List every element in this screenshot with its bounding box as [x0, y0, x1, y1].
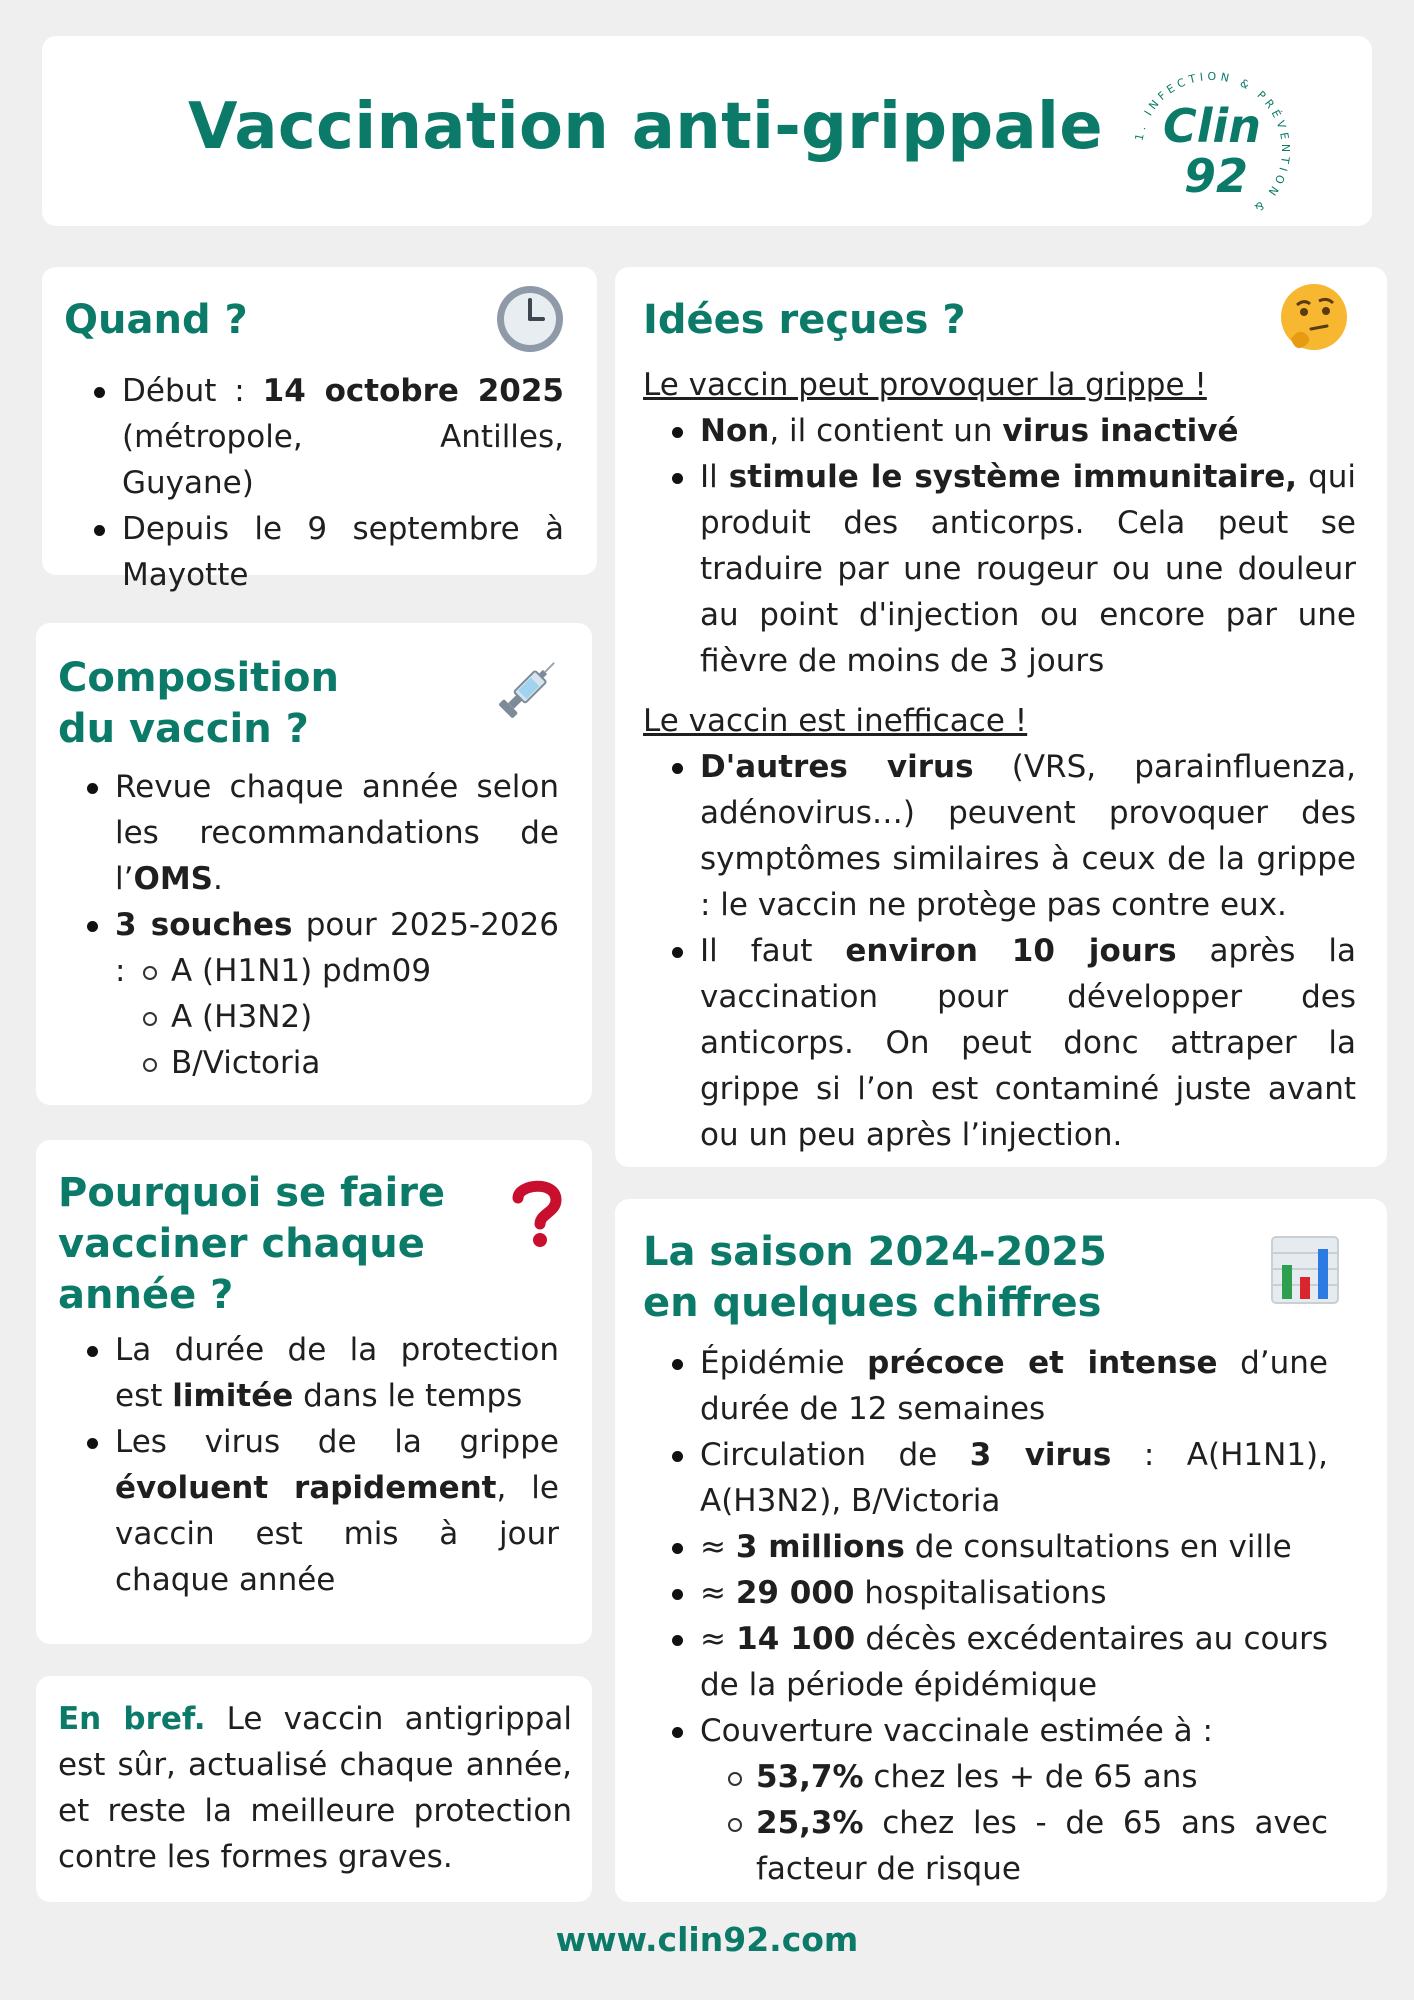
list-item: La durée de la protection est limitée dans le temps: [115, 1327, 559, 1419]
website-link[interactable]: www.clin92.com: [555, 1920, 859, 1959]
myth-2-list: [700, 744, 1356, 1158]
question-mark-icon: [510, 1178, 564, 1252]
list-item: Il stimule le système immunitaire, qui produit des anticorps. Cela peut se traduire par une rougeur ou une douleur au point d'injection ou encore par une fièvre de moins de 3 jours: [700, 454, 1356, 684]
card-saison: [615, 1199, 1387, 1902]
strains-list: [171, 948, 551, 1086]
logo-ring-text: 1. INFECTION & PRÉVENTION &: [1132, 69, 1292, 217]
card-idees-recues: [615, 267, 1387, 1167]
card-quand: [42, 267, 597, 593]
header-banner: [42, 36, 1372, 226]
list-item: 3 souches pour 2025-2026 :: [115, 902, 559, 994]
bar-chart-icon: [1270, 1235, 1340, 1309]
strain-item: A (H1N1) pdm09: [171, 948, 551, 994]
coverage-item: 25,3% chez les - de 65 ans avec facteur de risque: [756, 1800, 1328, 1892]
list-item: Revue chaque année selon les recommandations de l’OMS.: [115, 764, 559, 902]
pourquoi-title: Pourquoi se faire vacciner chaque année ?: [58, 1170, 446, 1318]
list-item: Non, il contient un virus inactivé: [700, 408, 1356, 454]
clin92-logo: [1112, 50, 1312, 230]
myth-1-list: [700, 408, 1356, 684]
saison-list: [700, 1340, 1328, 1754]
pourquoi-list: [115, 1327, 559, 1603]
myth-1: Le vaccin peut provoquer la grippe !: [643, 367, 1207, 403]
list-item: Circulation de 3 virus : A(H1N1), A(H3N2), B/Victoria: [700, 1432, 1328, 1524]
list-item: D'autres virus (VRS, parainfluenza, adénovirus…) peuvent provoquer des symptômes similaires à ceux de la grippe : le vaccin ne protège pas contre eux.: [700, 744, 1356, 928]
quand-title: Quand ?: [64, 297, 248, 343]
quand-list: [122, 368, 564, 598]
list-item: Début : 14 octobre 2025 (métropole, Antilles, Guyane): [122, 368, 564, 506]
list-item: ≈ 14 100 décès excédentaires au cours de la période épidémique: [700, 1616, 1328, 1708]
list-item: Depuis le 9 septembre à Mayotte: [122, 506, 564, 598]
logo-line1: Clin: [1162, 99, 1262, 153]
bref-text: En bref. Le vaccin antigrippal est sûr, actualisé chaque année, et reste la meilleure protection contre les formes graves.: [58, 1701, 572, 1875]
clock-icon: [494, 283, 566, 359]
list-item: ≈ 3 millions de consultations en ville: [700, 1524, 1328, 1570]
list-item: Les virus de la grippe évoluent rapidement, le vaccin est mis à jour chaque année: [115, 1419, 559, 1603]
coverage-item: 53,7% chez les + de 65 ans: [756, 1754, 1328, 1800]
syringe-icon: [490, 651, 566, 731]
list-item: ≈ 29 000 hospitalisations: [700, 1570, 1328, 1616]
thinking-face-icon: [1277, 281, 1351, 359]
card-composition: [36, 623, 592, 1105]
saison-title: La saison 2024-2025 en quelques chiffres: [643, 1229, 1107, 1326]
composition-title: Composition du vaccin ?: [58, 655, 339, 752]
list-item: Couverture vaccinale estimée à :: [700, 1708, 1328, 1754]
list-item: Épidémie précoce et intense d’une durée de 12 semaines: [700, 1340, 1328, 1432]
logo-line2: 92: [1183, 149, 1249, 203]
page-title: Vaccination anti-grippale: [188, 90, 1103, 164]
card-en-bref: [36, 1676, 592, 1902]
list-item: Il faut environ 10 jours après la vaccination pour développer des anticorps. On peut donc attraper la grippe si l’on est contaminé juste avant ou un peu après l’injection.: [700, 928, 1356, 1158]
idees-title: Idées reçues ?: [643, 297, 966, 343]
strain-item: A (H3N2): [171, 994, 551, 1040]
footer-url[interactable]: [0, 1914, 1414, 1966]
coverage-list: [756, 1754, 1328, 1892]
myth-2: Le vaccin est inefficace !: [643, 703, 1028, 739]
strain-item: B/Victoria: [171, 1040, 551, 1086]
card-pourquoi: [36, 1140, 592, 1644]
